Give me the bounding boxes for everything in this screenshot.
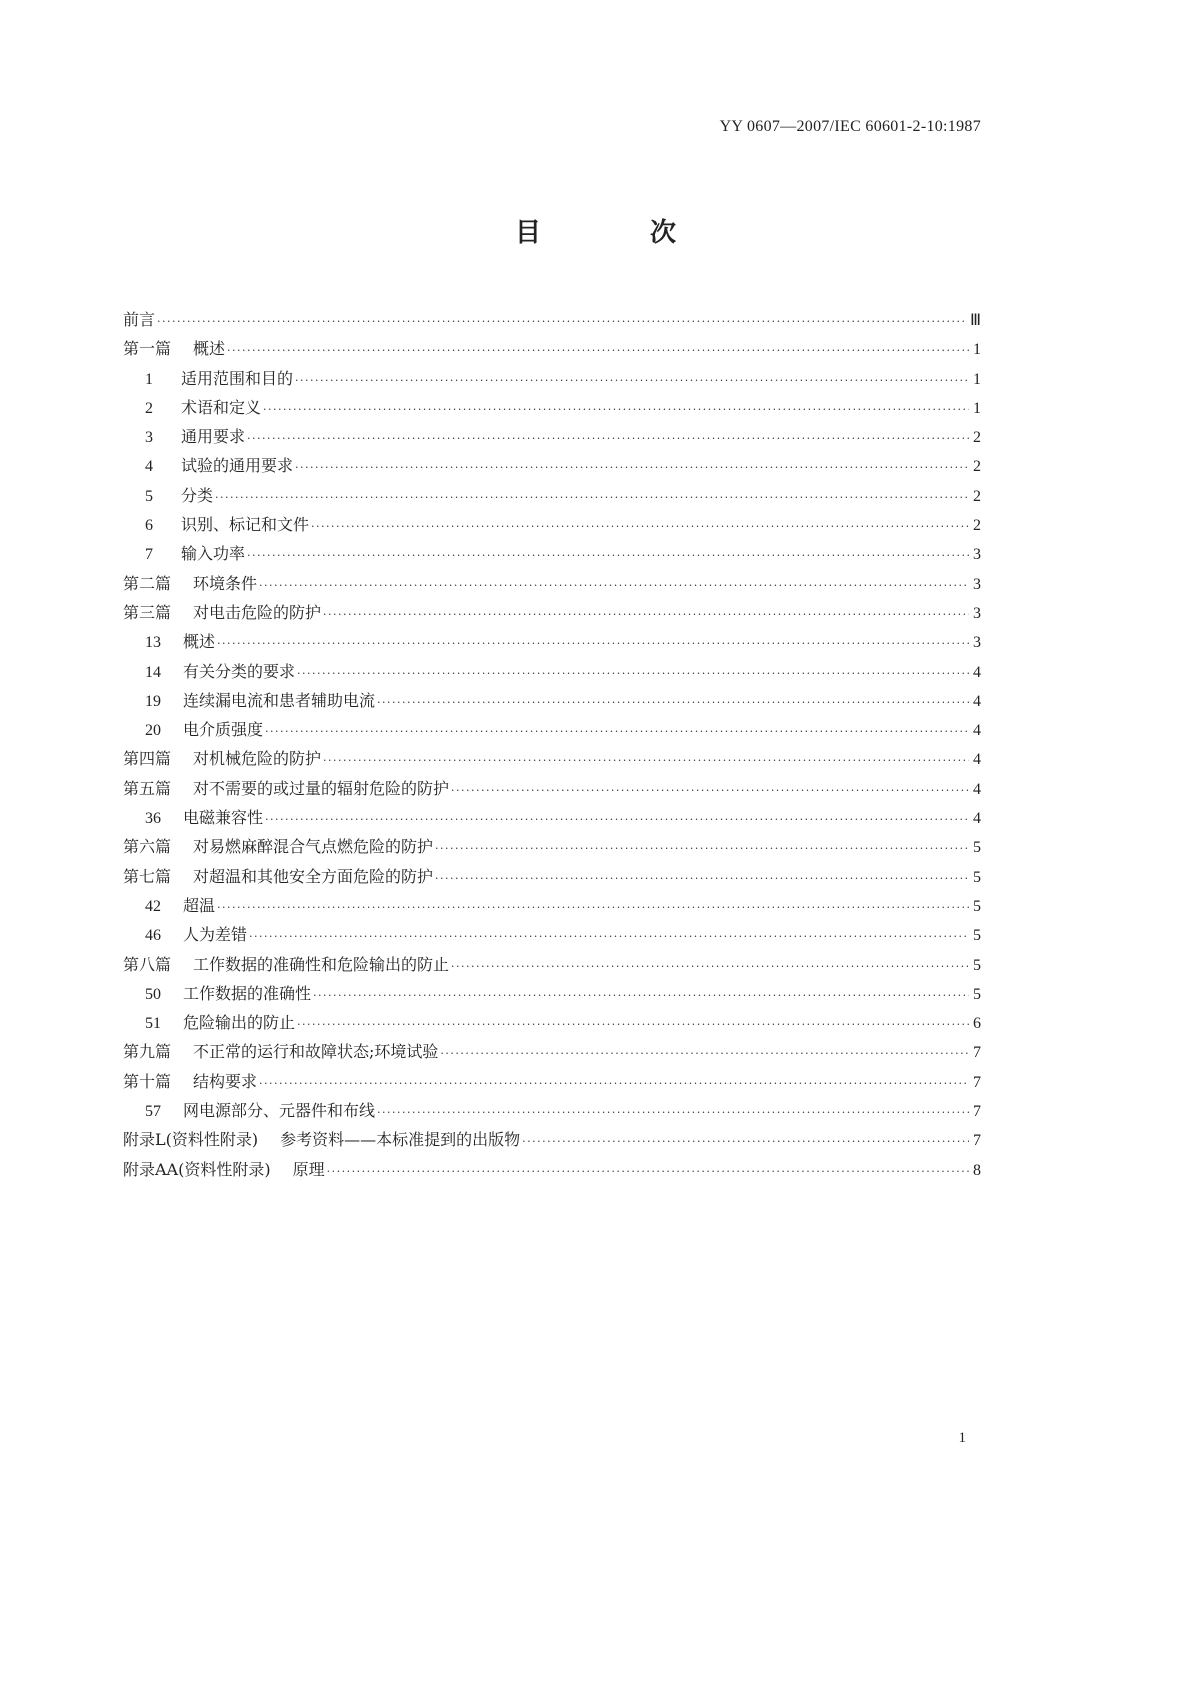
dot-leader <box>157 307 966 336</box>
standard-code: YY 0607—2007/IEC 60601-2-10:1987 <box>719 118 981 135</box>
dot-leader <box>215 483 969 512</box>
toc-entry-title <box>123 1155 325 1184</box>
toc-entry-title <box>123 569 257 598</box>
toc-entry-page: 4 <box>973 722 981 740</box>
toc-entry-title <box>145 891 215 921</box>
toc-entry-prefix: 第四篇 <box>123 749 172 769</box>
dot-leader <box>323 600 969 629</box>
toc-entry-label: 人为差错 <box>183 925 248 945</box>
toc-entry-page: 7 <box>973 1044 981 1062</box>
toc-entry[interactable] <box>123 1067 981 1096</box>
toc-entry[interactable] <box>123 539 981 568</box>
toc-entry-page: 5 <box>973 985 981 1003</box>
dot-leader <box>259 571 969 600</box>
toc-entry-label: 概述 <box>183 632 216 652</box>
dot-leader <box>265 717 969 746</box>
toc-entry-label: 网电源部分、元器件和布线 <box>183 1101 376 1121</box>
toc-entry[interactable] <box>123 891 981 920</box>
toc-entry-label: 术语和定义 <box>181 397 262 417</box>
toc-entry-title <box>145 451 293 481</box>
toc-entry-page: 6 <box>973 1015 981 1033</box>
toc-entry-page: 7 <box>973 1132 981 1150</box>
dot-leader <box>377 1098 969 1127</box>
dot-leader <box>522 1127 969 1156</box>
dot-leader <box>259 1069 969 1098</box>
toc-entry-title <box>145 510 309 540</box>
toc-entry-prefix: 46 <box>145 927 161 945</box>
dot-leader <box>311 512 969 541</box>
toc-entry-page: 5 <box>973 839 981 857</box>
toc-entry[interactable] <box>123 979 981 1008</box>
toc-entry[interactable] <box>123 422 981 451</box>
toc-entry-label: 对电击危险的防护 <box>193 602 322 622</box>
toc-entry-prefix: 第九篇 <box>123 1042 172 1062</box>
toc-entry[interactable] <box>123 451 981 480</box>
toc-entry-prefix: 附录AA(资料性附录) <box>123 1159 271 1179</box>
toc-entry-label: 危险输出的防止 <box>183 1013 296 1033</box>
dot-leader <box>327 1157 969 1186</box>
toc-entry-prefix: 第五篇 <box>123 778 172 798</box>
toc-entry-page: 3 <box>973 604 981 622</box>
toc-entry[interactable] <box>123 1125 981 1154</box>
toc-entry-label: 有关分类的要求 <box>183 661 296 681</box>
toc-entry-page: 7 <box>973 1103 981 1121</box>
toc-entry-page: 4 <box>973 780 981 798</box>
toc-entry-page: 7 <box>973 1073 981 1091</box>
toc-entry-title <box>123 305 155 334</box>
toc-entry-label: 电介质强度 <box>183 720 264 740</box>
toc-entry-title <box>123 774 449 803</box>
toc-entry-page: 3 <box>973 575 981 593</box>
toc-entry[interactable] <box>123 1096 981 1125</box>
toc-entry-page: 2 <box>973 458 981 476</box>
dot-leader <box>217 893 969 922</box>
toc-entry-title <box>145 1008 295 1038</box>
toc-entry-title <box>145 979 311 1009</box>
toc-entry-prefix: 50 <box>145 985 161 1003</box>
toc-entry[interactable] <box>123 774 981 803</box>
toc-entry-page: 1 <box>973 370 981 388</box>
toc-entry-page: 1 <box>973 399 981 417</box>
dot-leader <box>297 659 969 688</box>
dot-leader <box>263 395 969 424</box>
toc-entry-label: 参考资料——本标准提到的出版物 <box>280 1130 521 1150</box>
toc-entry-prefix: 14 <box>145 663 161 681</box>
toc-entry-title <box>145 715 263 745</box>
toc-entry-page: 5 <box>973 868 981 886</box>
dot-leader <box>313 981 969 1010</box>
toc-entry-prefix: 第六篇 <box>123 837 172 857</box>
toc-entry-label: 超温 <box>183 895 216 915</box>
dot-leader <box>217 629 969 658</box>
toc-entry[interactable] <box>123 481 981 510</box>
dot-leader <box>297 1010 969 1039</box>
dot-leader <box>435 834 969 863</box>
toc-entry-title <box>145 627 215 657</box>
toc-entry-title <box>123 1037 438 1066</box>
toc-entry-label: 工作数据的准确性和危险输出的防止 <box>193 954 450 974</box>
toc-entry-label: 不正常的运行和故障状态;环境试验 <box>193 1042 439 1062</box>
toc-entry-prefix: 第十篇 <box>123 1071 172 1091</box>
toc-entry[interactable] <box>123 744 981 773</box>
toc-entry-prefix: 13 <box>145 634 161 652</box>
toc-entry[interactable] <box>123 803 981 832</box>
toc-entry[interactable] <box>123 657 981 686</box>
toc-entry-label: 对易燃麻醉混合气点燃危险的防护 <box>193 837 434 857</box>
table-of-contents <box>123 305 981 1184</box>
dot-leader <box>323 746 969 775</box>
toc-entry-prefix: 第二篇 <box>123 573 172 593</box>
toc-entry-page: 4 <box>973 692 981 710</box>
toc-entry-title <box>145 1096 375 1126</box>
toc-entry-title <box>145 539 245 569</box>
toc-entry-page: 2 <box>973 517 981 535</box>
toc-entry[interactable] <box>123 862 981 891</box>
toc-entry-title <box>145 393 261 423</box>
toc-entry-title <box>123 334 225 363</box>
toc-entry-prefix: 20 <box>145 722 161 740</box>
toc-entry-prefix: 4 <box>145 458 153 476</box>
toc-entry-page: 5 <box>973 927 981 945</box>
toc-entry[interactable] <box>123 305 981 334</box>
toc-entry-label: 原理 <box>292 1159 325 1179</box>
toc-entry[interactable] <box>123 334 981 363</box>
toc-entry-page: 5 <box>973 897 981 915</box>
dot-leader <box>249 922 969 951</box>
dot-leader <box>435 864 969 893</box>
toc-entry-prefix: 2 <box>145 399 153 417</box>
toc-entry-title <box>123 1125 520 1154</box>
toc-entry-prefix: 36 <box>145 810 161 828</box>
toc-entry-label: 对超温和其他安全方面危险的防护 <box>193 866 434 886</box>
toc-entry[interactable] <box>123 832 981 861</box>
toc-entry-title <box>123 598 321 627</box>
toc-entry-title <box>123 1067 257 1096</box>
toc-entry[interactable] <box>123 569 981 598</box>
dot-leader <box>227 336 969 365</box>
toc-entry-title <box>145 803 263 833</box>
toc-entry[interactable] <box>123 598 981 627</box>
toc-entry[interactable] <box>123 1008 981 1037</box>
toc-entry-label: 识别、标记和文件 <box>181 515 310 535</box>
toc-entry-title <box>145 364 293 394</box>
toc-entry-label: 连续漏电流和患者辅助电流 <box>183 690 376 710</box>
dot-leader <box>377 688 969 717</box>
toc-entry-label: 环境条件 <box>193 573 258 593</box>
toc-entry-prefix: 附录L(资料性附录) <box>123 1130 259 1150</box>
toc-entry[interactable] <box>123 920 981 949</box>
toc-entry-title <box>123 950 449 979</box>
toc-entry[interactable] <box>123 715 981 744</box>
toc-entry-page: 2 <box>973 429 981 447</box>
toc-entry-label: 前言 <box>123 310 156 329</box>
toc-entry-label: 电磁兼容性 <box>183 808 264 828</box>
toc-entry-label: 试验的通用要求 <box>181 456 294 476</box>
toc-entry-page: Ⅲ <box>969 312 981 329</box>
dot-leader <box>451 952 969 981</box>
page-title: 目 次 <box>514 218 727 248</box>
dot-leader <box>451 776 969 805</box>
toc-entry-page: 4 <box>973 810 981 828</box>
toc-entry-page: 1 <box>973 341 981 359</box>
toc-entry-prefix: 第八篇 <box>123 954 172 974</box>
toc-entry-title <box>145 920 247 950</box>
toc-entry-title <box>123 744 321 773</box>
toc-entry-prefix: 3 <box>145 429 153 447</box>
toc-entry[interactable] <box>123 686 981 715</box>
dot-leader <box>295 453 969 482</box>
toc-entry-prefix: 7 <box>145 546 153 564</box>
toc-entry-page: 2 <box>973 487 981 505</box>
toc-entry-page: 8 <box>973 1161 981 1179</box>
toc-entry-page: 4 <box>973 663 981 681</box>
toc-entry-prefix: 42 <box>145 897 161 915</box>
toc-entry-page: 4 <box>973 751 981 769</box>
toc-entry-title <box>145 686 375 716</box>
toc-entry[interactable] <box>123 393 981 422</box>
dot-leader <box>247 541 969 570</box>
toc-entry-title <box>123 832 433 861</box>
toc-entry-prefix: 51 <box>145 1015 161 1033</box>
toc-entry[interactable] <box>123 950 981 979</box>
toc-entry-title <box>145 481 213 511</box>
toc-entry-prefix: 6 <box>145 517 153 535</box>
toc-entry-label: 工作数据的准确性 <box>183 983 312 1003</box>
toc-entry-prefix: 1 <box>145 370 153 388</box>
dot-leader <box>295 366 969 395</box>
toc-entry-title <box>145 657 295 687</box>
toc-entry-prefix: 第七篇 <box>123 866 172 886</box>
page-number: 1 <box>958 1430 966 1446</box>
toc-entry-label: 概述 <box>193 339 226 359</box>
toc-entry[interactable] <box>123 1155 981 1184</box>
toc-entry-label: 输入功率 <box>181 544 246 564</box>
toc-entry-page: 3 <box>973 546 981 564</box>
toc-entry-title <box>123 862 433 891</box>
dot-leader <box>440 1039 969 1068</box>
toc-entry-prefix: 57 <box>145 1103 161 1121</box>
toc-entry-prefix: 第一篇 <box>123 339 172 359</box>
toc-entry-prefix: 5 <box>145 487 153 505</box>
toc-entry[interactable] <box>123 1037 981 1066</box>
toc-entry[interactable] <box>123 364 981 393</box>
toc-entry-label: 适用范围和目的 <box>181 368 294 388</box>
toc-entry-page: 3 <box>973 634 981 652</box>
toc-entry-label: 对机械危险的防护 <box>193 749 322 769</box>
dot-leader <box>265 805 969 834</box>
dot-leader <box>247 424 969 453</box>
toc-entry-label: 通用要求 <box>181 427 246 447</box>
toc-entry[interactable] <box>123 627 981 656</box>
toc-entry[interactable] <box>123 510 981 539</box>
toc-entry-label: 结构要求 <box>193 1071 258 1091</box>
toc-entry-title <box>145 422 245 452</box>
toc-entry-label: 对不需要的或过量的辐射危险的防护 <box>193 778 450 798</box>
toc-entry-page: 5 <box>973 956 981 974</box>
toc-entry-label: 分类 <box>181 485 214 505</box>
toc-entry-prefix: 第三篇 <box>123 602 172 622</box>
toc-entry-prefix: 19 <box>145 692 161 710</box>
